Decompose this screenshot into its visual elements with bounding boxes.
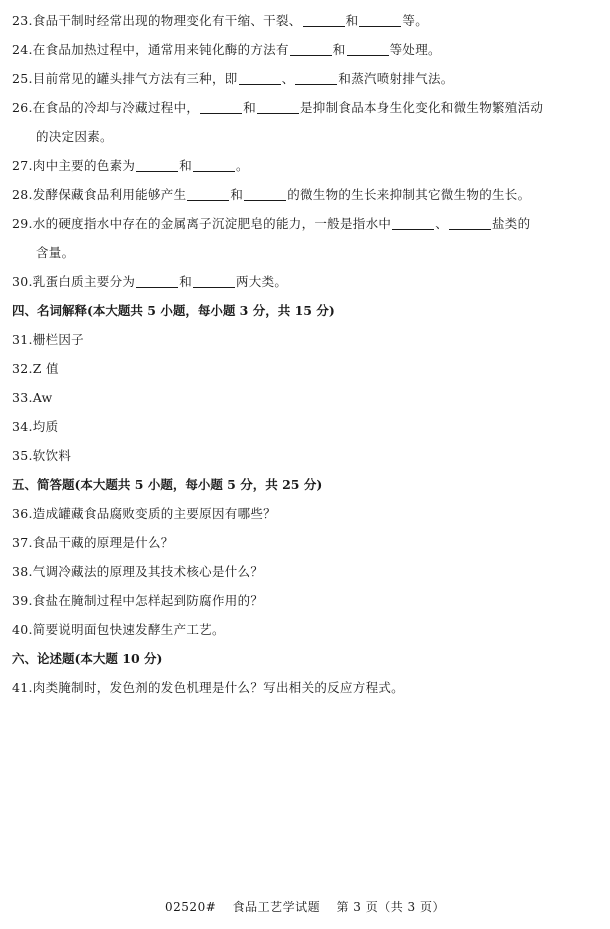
- section-5-title: 五、简答题(本大题共 5 小题，每小题 5 分，共 25 分): [12, 477, 323, 492]
- answer-blank[interactable]: [257, 99, 299, 114]
- answer-blank[interactable]: [449, 215, 491, 230]
- question-text: 、: [435, 216, 448, 231]
- answer-blank[interactable]: [290, 41, 332, 56]
- question-29-continuation: 含量。: [36, 245, 75, 260]
- question-23: [12, 6, 600, 35]
- question-text: 和: [345, 13, 359, 28]
- section-6-title: 六、论述题(本大题 10 分): [12, 651, 163, 666]
- question-text: 和: [179, 158, 192, 173]
- question-41: 41.肉类腌制时，发色剂的发色机理是什么？写出相关的反应方程式。: [12, 680, 404, 695]
- question-text: 26.在食品的冷却与冷藏过程中，: [12, 100, 200, 115]
- question-text: 等。: [402, 13, 429, 28]
- question-27: [12, 151, 600, 180]
- question-29: [12, 209, 600, 238]
- question-25: [12, 64, 600, 93]
- page-footer: [0, 898, 610, 915]
- question-text: 两大类。: [236, 274, 288, 289]
- question-text: 23.食品干制时经常出现的物理变化有干缩、干裂、: [12, 13, 302, 28]
- question-text: 和: [230, 187, 244, 202]
- answer-blank[interactable]: [303, 12, 345, 27]
- question-text: 30.乳蛋白质主要分为: [12, 274, 136, 289]
- section-4-title: 四、名词解释(本大题共 5 小题，每小题 3 分，共 15 分): [12, 303, 335, 318]
- question-text: 和: [332, 42, 346, 57]
- answer-blank[interactable]: [359, 12, 401, 27]
- question-text: 等处理。: [389, 42, 441, 57]
- question-35: 35.软饮料: [12, 448, 72, 463]
- question-24: [12, 35, 600, 64]
- question-36: 36.造成罐藏食品腐败变质的主要原因有哪些？: [12, 506, 276, 521]
- answer-blank[interactable]: [392, 215, 434, 230]
- question-text: 和: [243, 100, 256, 115]
- question-text: 24.在食品加热过程中，通常用来钝化酶的方法有: [12, 42, 289, 57]
- question-40: 40.简要说明面包快速发酵生产工艺。: [12, 622, 225, 637]
- answer-blank[interactable]: [136, 157, 178, 172]
- question-28: [12, 180, 600, 209]
- answer-blank[interactable]: [187, 186, 229, 201]
- question-39: 39.食盐在腌制过程中怎样起到防腐作用的？: [12, 593, 264, 608]
- question-text: 和蒸汽喷射排气法。: [338, 71, 454, 86]
- answer-blank[interactable]: [136, 273, 178, 288]
- question-30: [12, 267, 600, 296]
- question-33: 33.Aw: [12, 390, 53, 405]
- exam-page: [12, 6, 600, 702]
- question-text: 28.发酵保藏食品利用能够产生: [12, 187, 187, 202]
- page-number: 第 3 页（共 3 页）: [336, 900, 445, 914]
- question-34: 34.均质: [12, 419, 59, 434]
- question-26-continuation: 的决定因素。: [36, 129, 113, 144]
- exam-title: 食品工艺学试题: [232, 900, 321, 914]
- answer-blank[interactable]: [200, 99, 242, 114]
- question-text: 和: [179, 274, 192, 289]
- exam-code: 02520#: [165, 900, 217, 914]
- answer-blank[interactable]: [193, 157, 235, 172]
- answer-blank[interactable]: [193, 273, 235, 288]
- question-text: 的微生物的生长来抑制其它微生物的生长。: [287, 187, 531, 202]
- answer-blank[interactable]: [295, 70, 337, 85]
- answer-blank[interactable]: [239, 70, 281, 85]
- question-text: 、: [281, 71, 295, 86]
- question-37: 37.食品干藏的原理是什么？: [12, 535, 174, 550]
- answer-blank[interactable]: [347, 41, 389, 56]
- question-26: [12, 93, 600, 122]
- question-text: 27.肉中主要的色素为: [12, 158, 136, 173]
- question-38: 38.气调冷藏法的原理及其技术核心是什么？: [12, 564, 264, 579]
- answer-blank[interactable]: [244, 186, 286, 201]
- question-text: 。: [236, 158, 249, 173]
- question-31: 31.栅栏因子: [12, 332, 84, 347]
- question-text: 盐类的: [492, 216, 531, 231]
- question-32: 32.Z 值: [12, 361, 59, 376]
- question-text: 是抑制食品本身生化变化和微生物繁殖活动: [300, 100, 544, 115]
- question-text: 25.目前常见的罐头排气方法有三种，即: [12, 71, 238, 86]
- question-text: 29.水的硬度指水中存在的金属离子沉淀肥皂的能力，一般是指水中: [12, 216, 392, 231]
